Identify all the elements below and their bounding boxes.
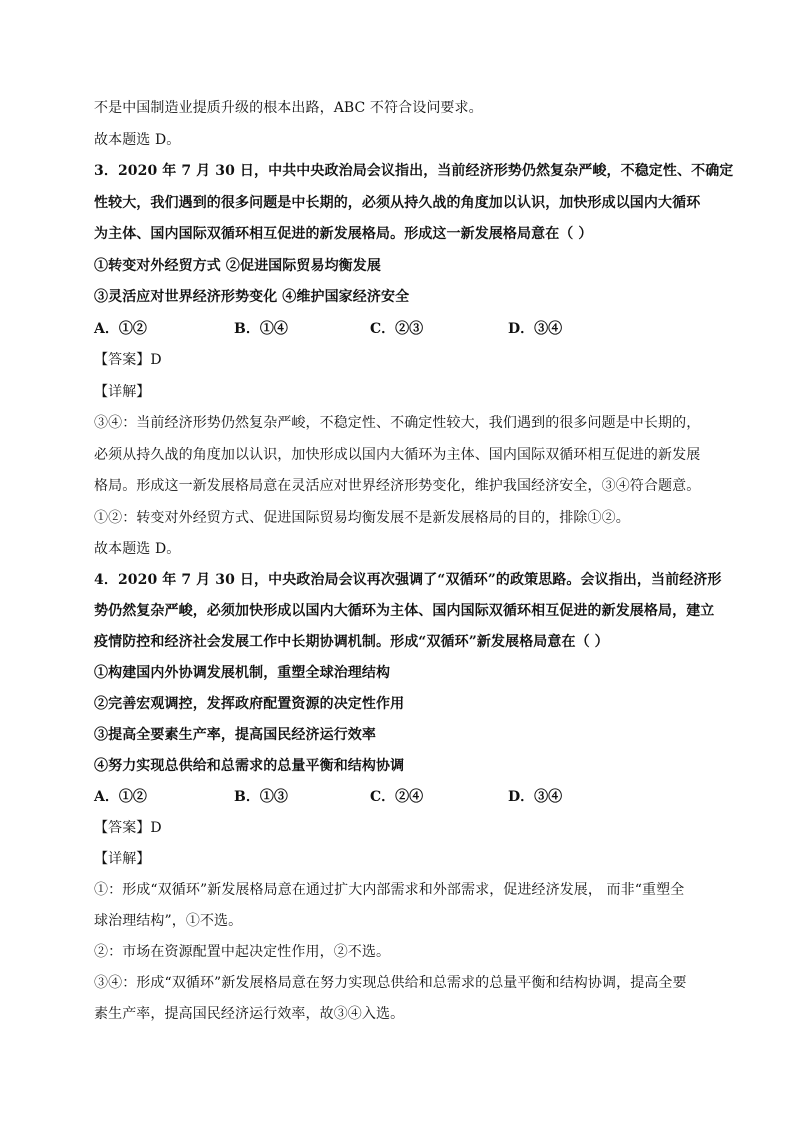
q3-item-line-1: ①转变对外经贸方式 ②促进国际贸易均衡发展: [94, 258, 381, 274]
q3-stem-line-1: 3．2020 年 7 月 30 日，中共中央政治局会议指出，当前经济形势仍然复杂严峻，不稳定性、不确定: [94, 163, 734, 179]
q4-stem-line-1: 4．2020 年 7 月 30 日，中央政治局会议再次强调了“双循环”的政策思路。会议指出，当前经济形: [94, 572, 722, 588]
q3-detail-label: 【详解】: [94, 384, 151, 400]
q4-detail-line-4: ③④：形成“双循环”新发展格局意在努力实现总供给和总需求的总量平衡和结构协调，提高全要: [94, 975, 687, 991]
q4-detail-label: 【详解】: [94, 851, 151, 867]
q3-detail-line-2: 必须从持久战的角度加以认识，加快形成以国内大循环为主体、国内国际双循环相互促进的新发展: [94, 447, 701, 463]
q4-stem-line-3: 疫情防控和经济社会发展工作中长期协调机制。形成“双循环”新发展格局意在（ ）: [94, 634, 609, 650]
q3-stem-line-2: 性较大，我们遇到的很多问题是中长期的，必须从持久战的角度加以认识，加快形成以国内大循环: [94, 195, 701, 211]
q4-item-line-4: ④努力实现总供给和总需求的总量平衡和结构协调: [94, 758, 405, 774]
q4-detail-line-2: 球治理结构”，①不选。: [94, 913, 243, 929]
q4-option-b: B．①③: [234, 789, 288, 805]
q4-detail-line-5: 素生产率，提高国民经济运行效率，故③④入选。: [94, 1006, 405, 1022]
q4-item-line-1: ①构建国内外协调发展机制，重塑全球治理结构: [94, 665, 391, 681]
q3-option-d: D．③④: [508, 321, 563, 337]
q4-item-line-3: ③提高全要素生产率，提高国民经济运行效率: [94, 727, 376, 743]
q4-options: [94, 787, 706, 807]
q4-detail-line-1: ①：形成“双循环”新发展格局意在通过扩大内部需求和外部需求，促进经济发展， 而非“重塑全: [94, 882, 685, 898]
q4-answer: 【答案】D: [94, 820, 162, 836]
q3-detail-line-1: ③④：当前经济形势仍然复杂严峻，不稳定性、不确定性较大，我们遇到的很多问题是中长期的，: [94, 415, 701, 431]
q4-option-c: C．②④: [370, 789, 424, 805]
q4-stem-line-2: 势仍然复杂严峻，必须加快形成以国内大循环为主体、国内国际双循环相互促进的新发展格局，建立: [94, 603, 715, 619]
q3-option-b: B．①④: [234, 321, 288, 337]
q3-option-c: C．②③: [370, 321, 424, 337]
q4-item-line-2: ②完善宏观调控，发挥政府配置资源的决定性作用: [94, 696, 405, 712]
q3-item-line-2: ③灵活应对世界经济形势变化 ④维护国家经济安全: [94, 289, 410, 305]
q4-detail-line-3: ②：市场在资源配置中起决定性作用，②不选。: [94, 944, 391, 960]
q3-detail-line-3: 格局。形成这一新发展格局意在灵活应对世界经济形势变化，维护我国经济安全，③④符合题意。: [94, 478, 701, 494]
q3-option-a: A．①②: [94, 321, 147, 337]
q3-stem-line-3: 为主体、国内国际双循环相互促进的新发展格局。形成这一新发展格局意在（ ）: [94, 226, 593, 242]
q4-option-d: D．③④: [508, 789, 563, 805]
q4-option-a: A．①②: [94, 789, 147, 805]
intro-conclusion: 故本题选 D。: [94, 132, 181, 148]
intro-text-line-1: 不是中国制造业提质升级的根本出路，ABC 不符合设问要求。: [94, 100, 483, 116]
q3-answer: 【答案】D: [94, 352, 162, 368]
q3-options: [94, 319, 706, 339]
q3-detail-line-4: ①②：转变对外经贸方式、促进国际贸易均衡发展不是新发展格局的目的，排除①②。: [94, 510, 630, 526]
q3-conclusion: 故本题选 D。: [94, 541, 181, 557]
